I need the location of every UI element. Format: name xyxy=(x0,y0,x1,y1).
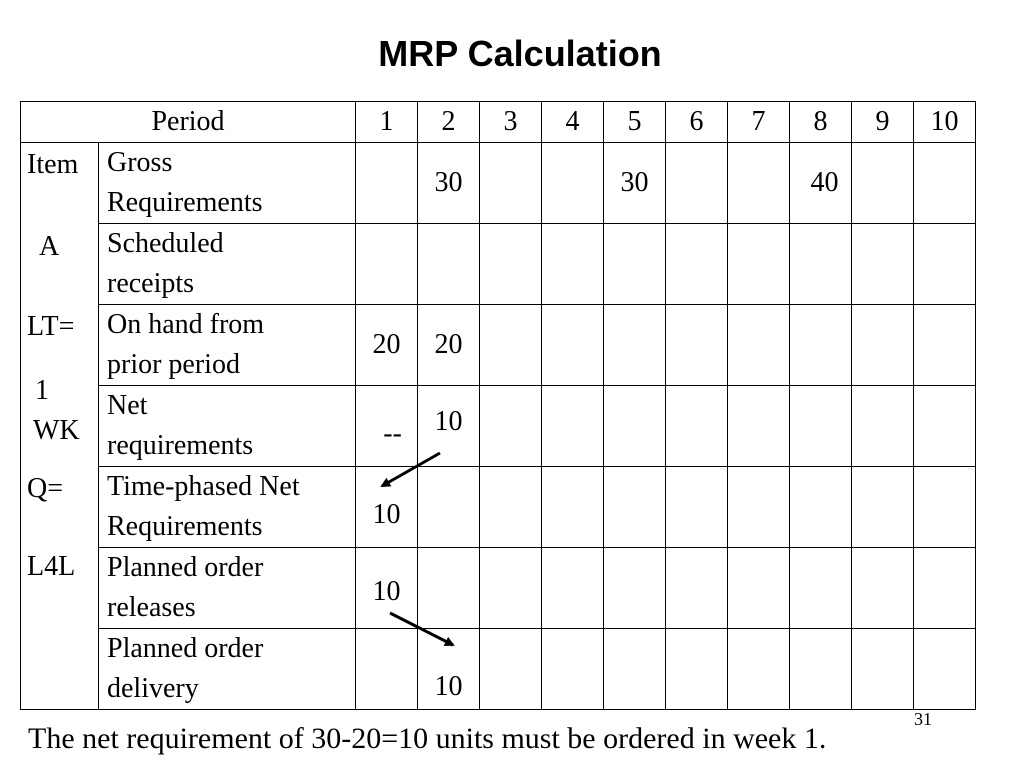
period-value: -- xyxy=(383,418,402,449)
period-value-cell xyxy=(480,305,542,386)
period-value: 30 xyxy=(434,167,463,198)
period-value-cell xyxy=(418,629,480,710)
period-value-cell xyxy=(604,305,666,386)
period-value-cell xyxy=(914,629,976,710)
period-header-cell: 10 xyxy=(914,102,976,143)
mrp-row xyxy=(21,629,976,710)
period-value-cell xyxy=(852,143,914,224)
row-label-line: Gross xyxy=(107,147,173,178)
period-value-cell xyxy=(914,305,976,386)
period-header-cell: 4 xyxy=(542,102,604,143)
period-value-cell xyxy=(728,305,790,386)
item-info-line: WK xyxy=(33,415,80,446)
period-value-cell xyxy=(852,548,914,629)
period-header-cell: 6 xyxy=(666,102,728,143)
period-value-cell xyxy=(852,305,914,386)
period-value-cell xyxy=(604,467,666,548)
period-value-cell xyxy=(542,386,604,467)
period-value-cell xyxy=(542,467,604,548)
period-value: 10 xyxy=(434,671,463,702)
period-value-cell xyxy=(728,143,790,224)
period-value-cell xyxy=(852,224,914,305)
period-header-cell: 8 xyxy=(790,102,852,143)
row-label-line: delivery xyxy=(107,673,199,704)
period-value-cell xyxy=(542,224,604,305)
row-label-line: Scheduled xyxy=(107,228,224,259)
row-label xyxy=(99,467,356,548)
period-value-cell xyxy=(480,467,542,548)
period-header-cell: 7 xyxy=(728,102,790,143)
row-label-line: Requirements xyxy=(107,511,263,542)
period-value-cell xyxy=(542,143,604,224)
item-info-line: Item xyxy=(27,149,79,180)
period-value-cell xyxy=(604,629,666,710)
item-info-line: L4L xyxy=(27,551,76,582)
period-value-cell xyxy=(852,386,914,467)
period-value-cell xyxy=(852,467,914,548)
period-value-cell xyxy=(604,386,666,467)
period-value-cell xyxy=(666,224,728,305)
period-label: Period xyxy=(21,102,356,143)
period-value-cell xyxy=(914,386,976,467)
row-label-line: Requirements xyxy=(107,187,263,218)
period-value: 20 xyxy=(434,329,463,360)
period-value-cell xyxy=(914,467,976,548)
period-value-cell xyxy=(666,386,728,467)
period-value-cell xyxy=(604,224,666,305)
period-value-cell xyxy=(790,629,852,710)
period-header-cell: 5 xyxy=(604,102,666,143)
row-label xyxy=(99,548,356,629)
item-info-line: LT= xyxy=(27,311,75,342)
mrp-row xyxy=(21,548,976,629)
mrp-row xyxy=(21,143,976,224)
period-value-cell xyxy=(790,305,852,386)
period-value-cell xyxy=(666,548,728,629)
period-header-cell: 9 xyxy=(852,102,914,143)
item-info-line: A xyxy=(39,231,60,262)
row-label-line: Net xyxy=(107,390,148,421)
period-value: 20 xyxy=(372,329,401,360)
period-value-cell xyxy=(356,629,418,710)
period-value-cell xyxy=(418,305,480,386)
footer-note: The net requirement of 30-20=10 units must be ordered in week 1. xyxy=(28,722,827,755)
period-value-cell xyxy=(480,629,542,710)
period-value-cell xyxy=(790,224,852,305)
row-label-line: Time-phased Net xyxy=(107,471,300,502)
period-value-cell xyxy=(480,548,542,629)
row-label xyxy=(99,224,356,305)
period-header-row xyxy=(21,102,976,143)
period-value-cell xyxy=(728,224,790,305)
mrp-row xyxy=(21,467,976,548)
period-value-cell xyxy=(356,548,418,629)
period-value-cell xyxy=(356,224,418,305)
period-value-cell xyxy=(666,143,728,224)
period-value-cell xyxy=(480,143,542,224)
row-label-line: releases xyxy=(107,592,196,623)
period-value-cell xyxy=(542,305,604,386)
row-label-line: requirements xyxy=(107,430,254,461)
period-value-cell xyxy=(480,224,542,305)
mrp-row xyxy=(21,224,976,305)
period-value-cell xyxy=(914,143,976,224)
period-value-cell xyxy=(604,548,666,629)
mrp-table xyxy=(20,101,976,710)
period-value-cell xyxy=(728,386,790,467)
period-value-cell xyxy=(356,143,418,224)
page-title: MRP Calculation xyxy=(378,33,662,74)
row-label xyxy=(99,305,356,386)
period-value-cell xyxy=(790,467,852,548)
period-value-cell xyxy=(542,629,604,710)
period-value-cell xyxy=(666,629,728,710)
period-value-cell xyxy=(418,386,480,467)
period-value: 10 xyxy=(372,576,401,607)
mrp-row xyxy=(21,305,976,386)
period-value-cell xyxy=(542,548,604,629)
row-label-line: Planned order xyxy=(107,633,264,664)
mrp-row xyxy=(21,386,976,467)
period-value-cell xyxy=(604,143,666,224)
period-value-cell xyxy=(418,548,480,629)
row-label xyxy=(99,386,356,467)
period-value-cell xyxy=(356,305,418,386)
period-value-cell xyxy=(418,467,480,548)
item-info-line: Q= xyxy=(27,473,64,504)
row-label-line: prior period xyxy=(107,349,240,380)
row-label xyxy=(99,629,356,710)
row-label-line: On hand from xyxy=(107,309,265,340)
period-header-cell: 1 xyxy=(356,102,418,143)
period-value-cell xyxy=(852,629,914,710)
period-value-cell xyxy=(728,467,790,548)
period-value: 10 xyxy=(434,406,463,437)
period-value: 10 xyxy=(372,499,401,530)
period-value-cell xyxy=(356,467,418,548)
period-value-cell xyxy=(914,548,976,629)
period-value-cell xyxy=(728,629,790,710)
page-number: 31 xyxy=(914,709,932,729)
period-value-cell xyxy=(790,143,852,224)
period-value-cell xyxy=(480,386,542,467)
item-info-line: 1 xyxy=(35,375,49,406)
period-value: 30 xyxy=(620,167,649,198)
item-info-cell xyxy=(21,143,99,710)
period-header-cell: 3 xyxy=(480,102,542,143)
period-header-cell: 2 xyxy=(418,102,480,143)
period-value-cell xyxy=(418,224,480,305)
period-value-cell xyxy=(666,305,728,386)
period-value-cell xyxy=(356,386,418,467)
period-value-cell xyxy=(418,143,480,224)
period-value-cell xyxy=(666,467,728,548)
period-value-cell xyxy=(790,548,852,629)
period-value-cell xyxy=(790,386,852,467)
period-value-cell xyxy=(914,224,976,305)
row-label-line: receipts xyxy=(107,268,195,299)
period-value: 40 xyxy=(810,167,839,198)
row-label xyxy=(99,143,356,224)
period-value-cell xyxy=(728,548,790,629)
row-label-line: Planned order xyxy=(107,552,264,583)
